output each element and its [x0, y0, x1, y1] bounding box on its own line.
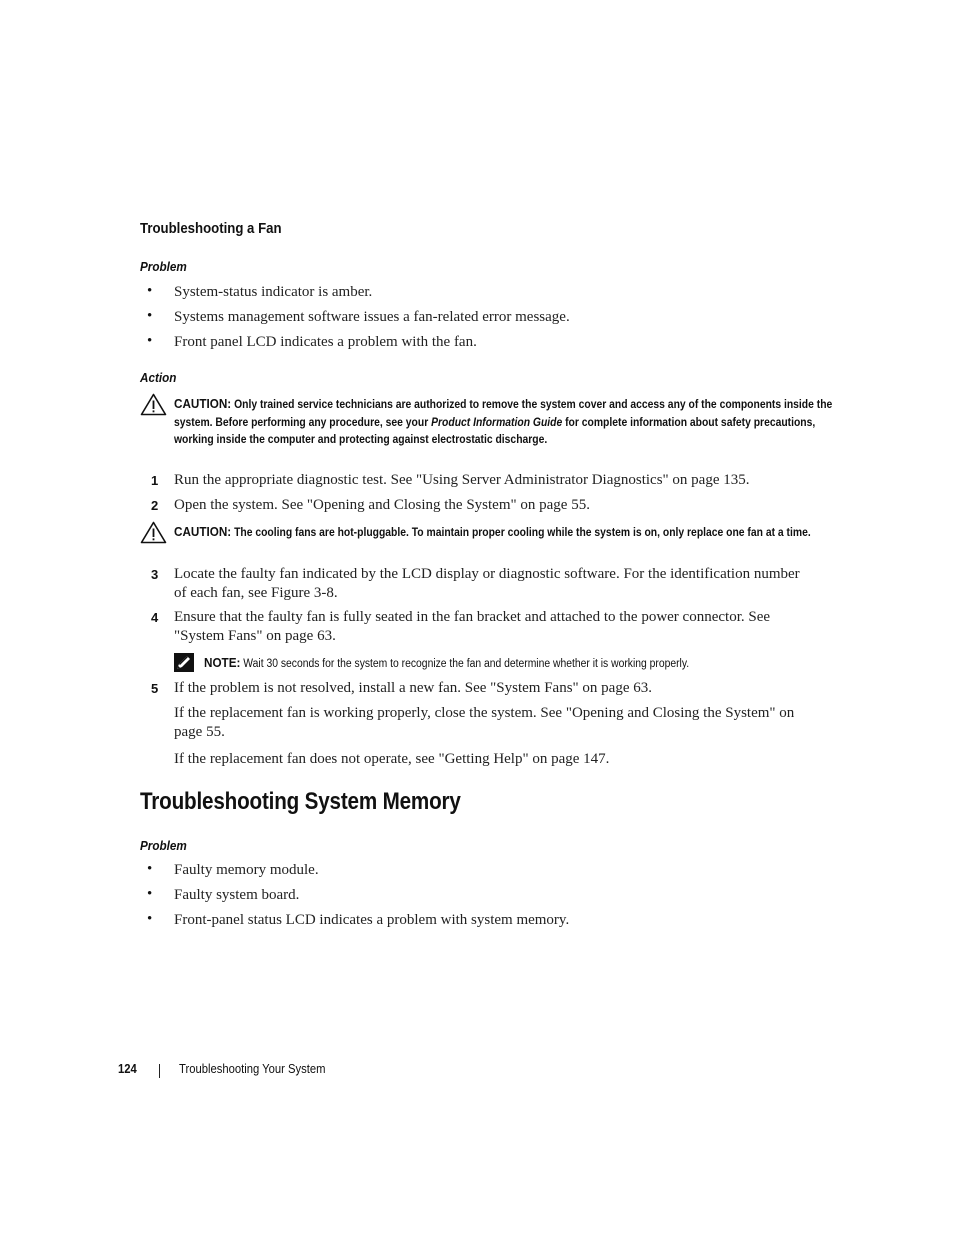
problem-label: Problem — [140, 259, 187, 274]
bullet-icon: • — [147, 861, 153, 877]
step-number: 1 — [151, 473, 159, 488]
list-item: Faulty system board. — [174, 887, 300, 903]
step-text: If the problem is not resolved, install a new fan. See "System Fans" on page 63. — [174, 680, 652, 696]
bullet-icon: • — [147, 911, 153, 927]
caution-text: Only trained service technicians are authorized to remove the system cover and access any of the components inside the system. Before performing any procedure, see your — [174, 399, 833, 429]
step-text: Locate the faulty fan indicated by the LCD display or diagnostic software. For the identification number of each fan, see Figure 3-8. — [174, 566, 800, 601]
section-title-fan: Troubleshooting a Fan — [140, 220, 282, 237]
caution-emphasis: Product Information Guide — [431, 416, 563, 429]
paragraph: If the replacement fan is working properly, close the system. See "Opening and Closing the System" on page 55. — [174, 705, 795, 740]
bullet-icon: • — [147, 333, 153, 349]
step-text: Ensure that the faulty fan is fully seated in the fan bracket and attached to the power connector. See "System Fans" on page 63. — [174, 609, 771, 644]
caution-label: CAUTION: — [174, 396, 232, 411]
bullet-icon: • — [147, 308, 153, 324]
list-item: Systems management software issues a fan-related error message. — [174, 309, 570, 325]
list-item: Front-panel status LCD indicates a problem with system memory. — [174, 912, 570, 928]
footer-divider — [159, 1064, 160, 1078]
paragraph: If the replacement fan does not operate, see "Getting Help" on page 147. — [174, 751, 610, 767]
caution-text: The cooling fans are hot-pluggable. To maintain proper cooling while the system is on, only replace one fan at a time. — [234, 527, 811, 539]
problem-label: Problem — [140, 838, 187, 853]
list-item: System-status indicator is amber. — [174, 284, 373, 300]
bullet-icon: • — [147, 886, 153, 902]
caution-triangle-icon — [140, 521, 167, 549]
caution-text-continued: for complete information about safety precautions, working inside the computer and protecting against electrostatic discharge. — [174, 416, 816, 446]
note-pencil-icon — [174, 653, 194, 677]
caution-triangle-icon — [140, 393, 167, 421]
list-item: Faulty memory module. — [174, 862, 319, 878]
note-text: Wait 30 seconds for the system to recognize the fan and determine whether it is working properly. — [243, 658, 690, 670]
step-number: 4 — [151, 610, 159, 625]
step-text: Open the system. See "Opening and Closing the System" on page 55. — [174, 497, 590, 513]
step-number: 2 — [151, 498, 159, 513]
step-text: Run the appropriate diagnostic test. See "Using Server Administrator Diagnostics" on page 135. — [174, 472, 750, 488]
note-label: NOTE: — [204, 655, 241, 670]
step-number: 5 — [151, 681, 159, 696]
action-label: Action — [140, 370, 177, 385]
caution-box — [174, 523, 836, 543]
note-box — [204, 654, 689, 673]
caution-box — [174, 395, 836, 450]
chapter-title: Troubleshooting Your System — [179, 1062, 326, 1076]
page-number: 124 — [118, 1062, 137, 1076]
bullet-icon: • — [147, 283, 153, 299]
section-title-memory: Troubleshooting System Memory — [140, 788, 461, 815]
step-number: 3 — [151, 567, 159, 582]
caution-label: CAUTION: — [174, 524, 232, 539]
list-item: Front panel LCD indicates a problem with the fan. — [174, 334, 477, 350]
